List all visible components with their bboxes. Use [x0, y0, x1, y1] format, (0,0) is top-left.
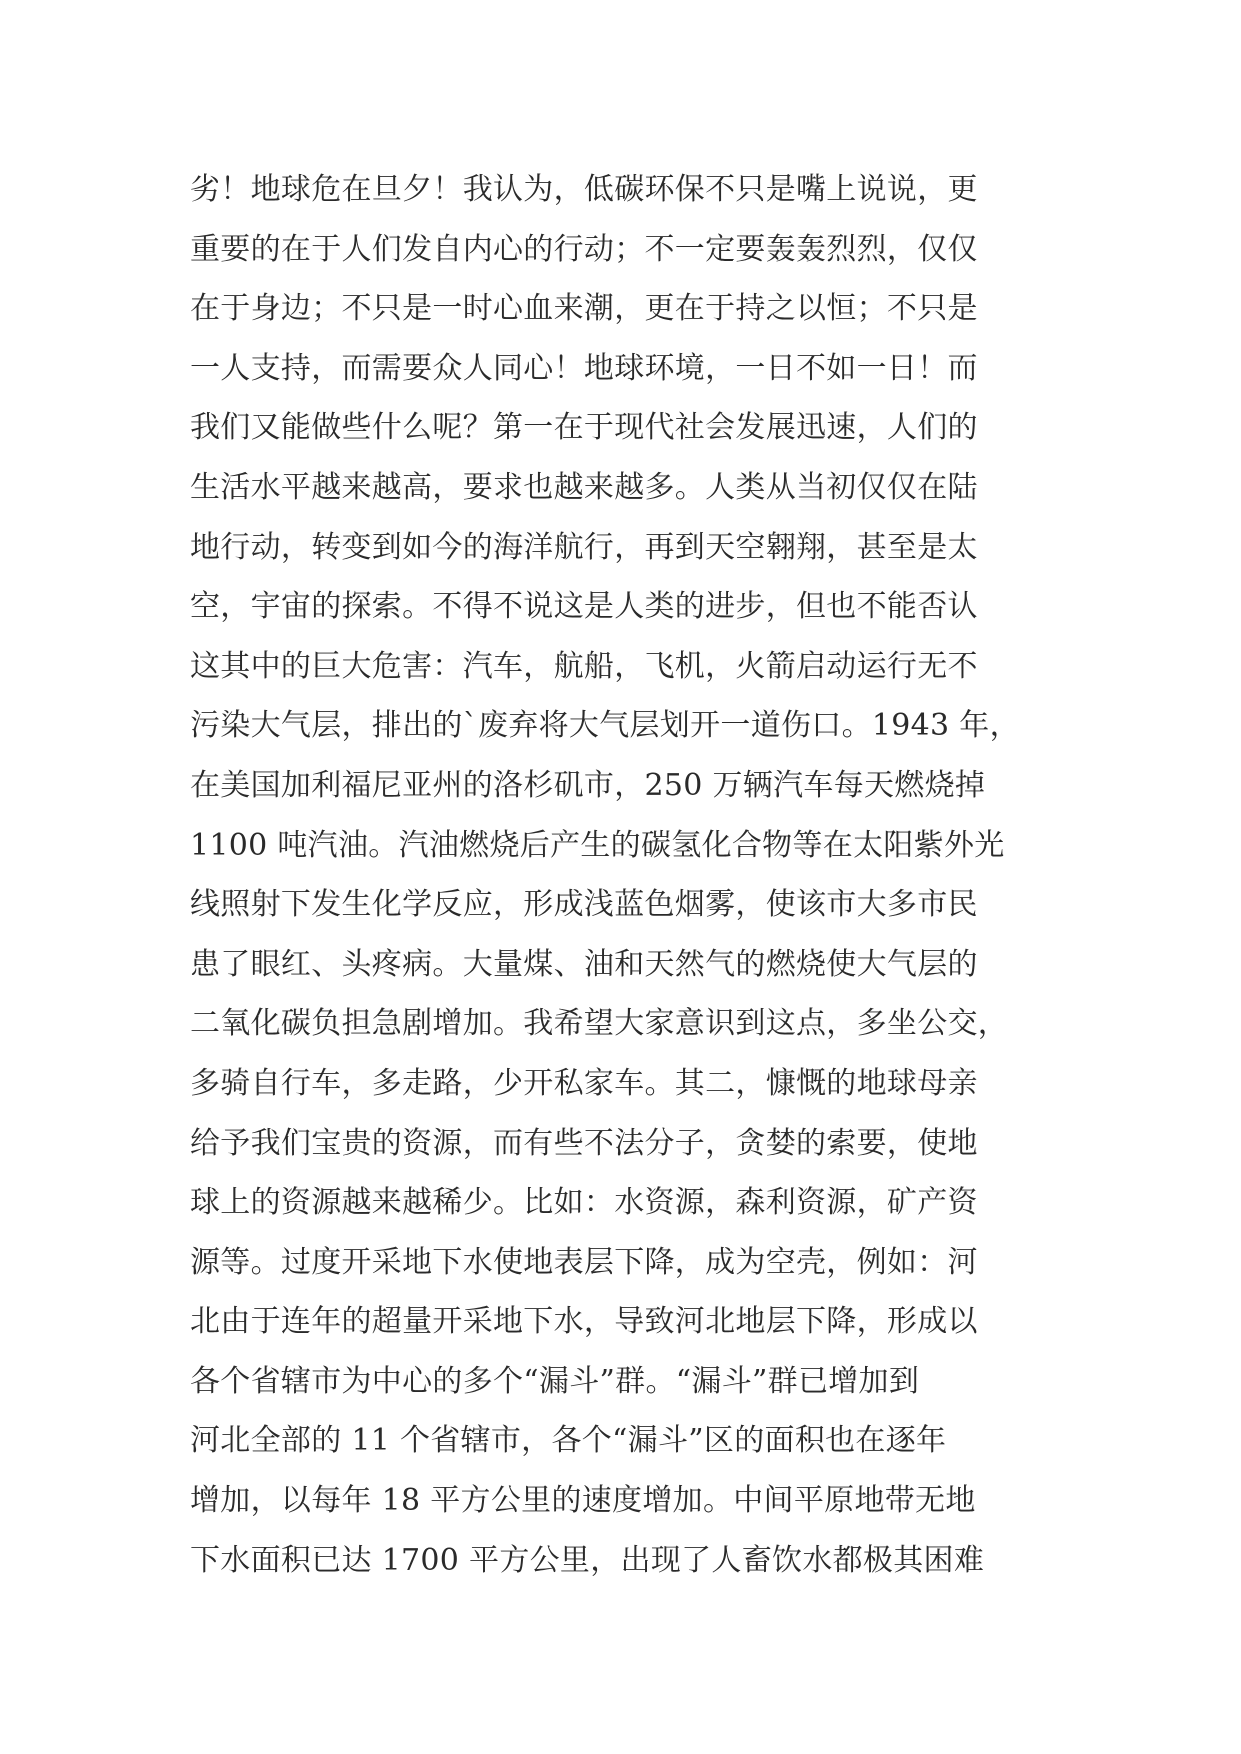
- text-line: 我们又能做些什么呢？第一在于现代社会发展迅速，人们的: [190, 410, 978, 446]
- text-line: 1100 吨汽油。汽油燃烧后产生的碳氢化合物等在太阳紫外光: [190, 827, 1005, 863]
- text-line: 二氧化碳负担急剧增加。我希望大家意识到这点，多坐公交，: [190, 1006, 1009, 1042]
- text-line: 重要的在于人们发自内心的行动；不一定要轰轰烈烈，仅仅: [190, 231, 978, 267]
- text-line: 各个省辖市为中心的多个“漏斗”群。“漏斗”群已增加到: [190, 1363, 920, 1399]
- text-line: 源等。过度开采地下水使地表层下降，成为空壳，例如：河: [190, 1244, 978, 1280]
- text-line: 增加，以每年 18 平方公里的速度增加。中间平原地带无地: [190, 1483, 976, 1519]
- text-line: 多骑自行车，多走路，少开私家车。其二，慷慨的地球母亲: [190, 1065, 978, 1101]
- text-line: 在美国加利福尼亚州的洛杉矶市，250 万辆汽车每天燃烧掉: [190, 767, 986, 803]
- text-line: 生活水平越来越高，要求也越来越多。人类从当初仅仅在陆: [190, 469, 978, 505]
- text-line: 一人支持，而需要众人同心！地球环境，一日不如一日！而: [190, 350, 978, 386]
- text-line: 线照射下发生化学反应，形成浅蓝色烟雾，使该市大多市民: [190, 887, 978, 923]
- text-line: 这其中的巨大危害：汽车，航船，飞机，火箭启动运行无不: [190, 648, 978, 684]
- text-line: 劣！地球危在旦夕！我认为，低碳环保不只是嘴上说说，更: [190, 172, 978, 207]
- text-line: 北由于连年的超量开采地下水，导致河北地层下降，形成以: [190, 1304, 978, 1340]
- text-line: 空，宇宙的探索。不得不说这是人类的进步，但也不能否认: [190, 589, 978, 625]
- text-line: 球上的资源越来越稀少。比如：水资源，森利资源，矿产资: [190, 1185, 978, 1221]
- text-line: 地行动，转变到如今的海洋航行，再到天空翱翔，甚至是太: [190, 529, 978, 565]
- body-text: [190, 160, 1070, 1590]
- text-line: 下水面积已达 1700 平方公里，出现了人畜饮水都极其困难: [190, 1542, 985, 1578]
- text-line: 河北全部的 11 个省辖市，各个“漏斗”区的面积也在逐年: [190, 1423, 947, 1459]
- text-line: 给予我们宝贵的资源，而有些不法分子，贪婪的索要，使地: [190, 1125, 978, 1161]
- text-line: 患了眼红、头疼病。大量煤、油和天然气的燃烧使大气层的: [190, 946, 978, 982]
- text-line: 在于身边；不只是一时心血来潮，更在于持之以恒；不只是: [190, 291, 978, 327]
- text-line: 污染大气层，排出的`废弃将大气层划开一道伤口。1943 年，: [190, 708, 1020, 744]
